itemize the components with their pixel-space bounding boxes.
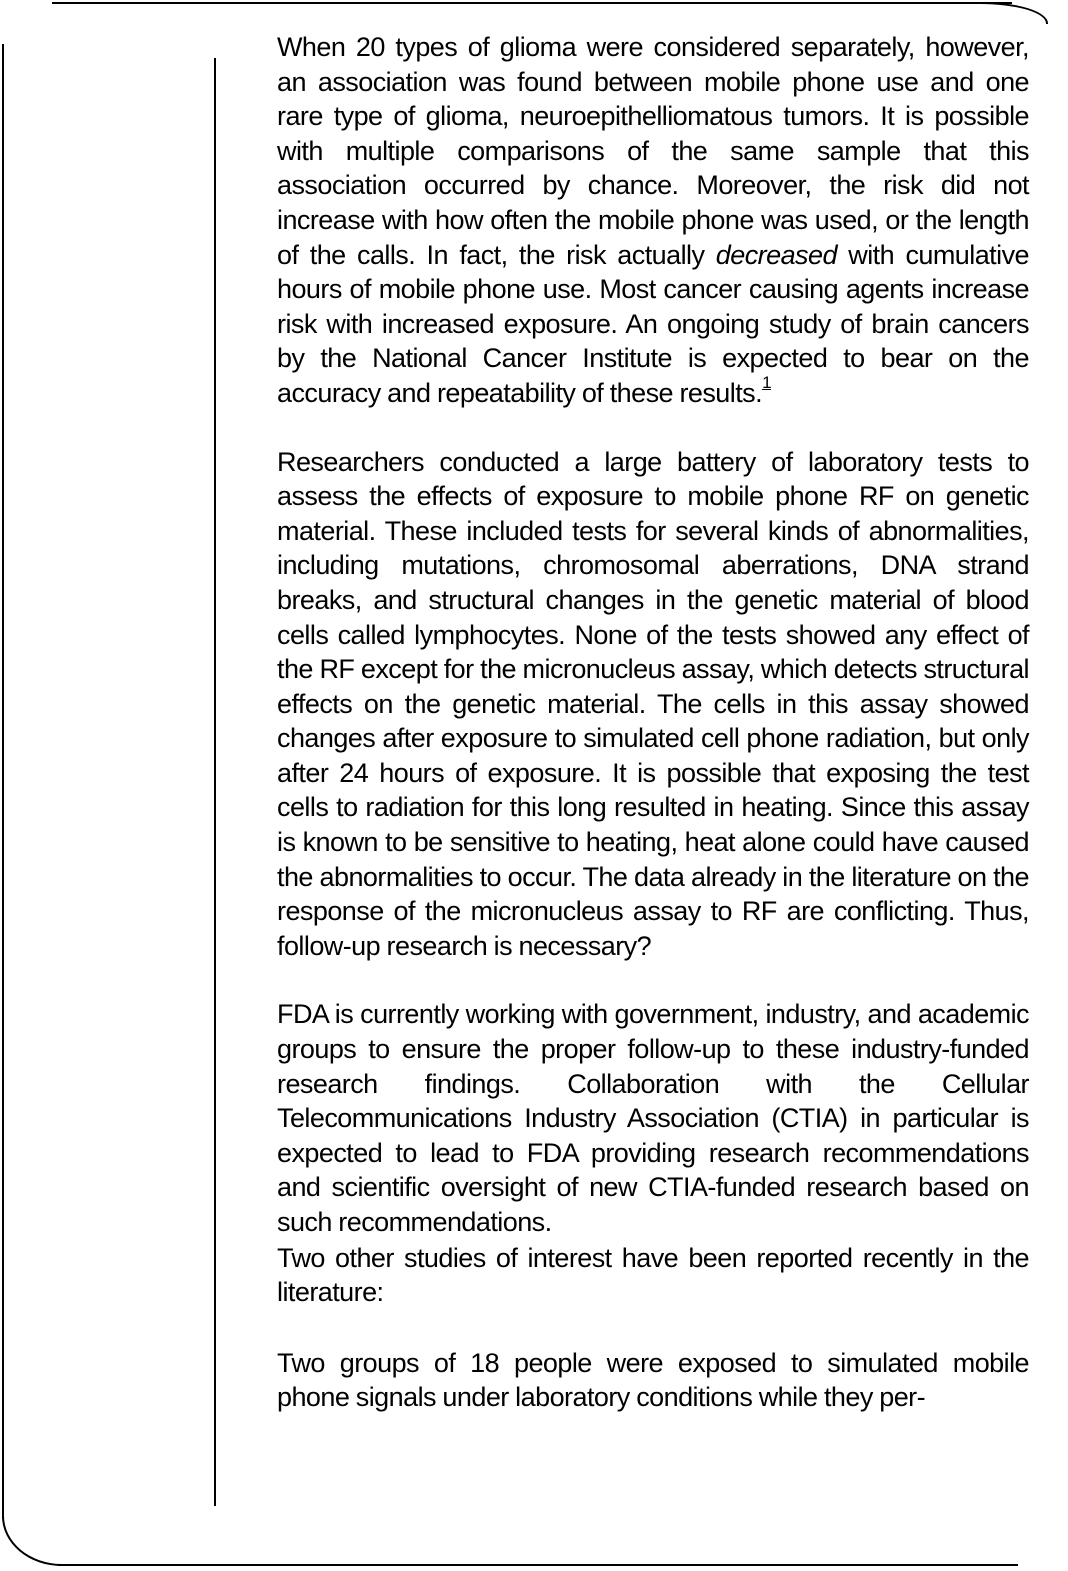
page-border-bottom [58,1564,1018,1566]
page-border-top-right-corner [980,2,1048,24]
paragraph-laboratory-tests: Researchers conducted a large battery of laboratory tests to assess the effects of exposure to mobile phone RF on genetic material. These included tests for several kinds of abnormalities, including mutations, chromosomal aberrations, DNA strand breaks, and structural changes in the genetic material of blood cells called lymphocytes. None of the tests showed any effect of the RF except for the micronucleus assay, which detects structural effects on the genetic material. The cells in this assay showed changes after exposure to simulated cell phone radiation, but only after 24 hours of exposure. It is possible that exposing the test cells to radiation for this long resulted in heating. Since this assay is known to be sensitive to heating, heat alone could have caused the abnormalities to occur. The data already in the literature on the response of the micronucleus assay to RF are conflicting. Thus, follow-up research is necessary? [277,446,1029,961]
page-border-left [2,44,4,1519]
page-border-bottom-left-corner [2,1514,64,1566]
footnote-reference[interactable]: 1 [762,372,771,392]
paragraph-exposure-study: Two groups of 18 people were exposed to simulated mobile phone signals under laboratory conditions while they per- [277,1347,1029,1413]
page-border-top [52,2,1012,4]
paragraph-glioma-findings [277,30,1029,411]
paragraph-text: When 20 types of glioma were considered separately, however, an association was found between mobile phone use and one rare type of glioma, neuroepithelliomatous tumors. It is possible with multiple comparisons of the same sample that this association occurred by chance. Moreover, the risk did not increase with how often the mobile phone was used, or the length of the calls. In fact, the risk actually [277,32,1029,270]
column-divider-rule [214,58,216,1506]
paragraph-text: with cumulative hours of mobile phone use. Most cancer causing agents increase risk with increased exposure. An ongoing study of brain cancers by the National Cancer Institute is expected to bear on the accuracy and repeatability of these results. [277,239,1029,408]
body-text-column [277,30,1029,1415]
paragraph-other-studies-intro: Two other studies of interest have been reported recently in the literature: [277,1242,1029,1308]
emphasis-text: decreased [715,239,837,270]
paragraph-fda-collaboration: FDA is currently working with government, industry, and academic groups to ensure the proper follow-up to these industry-funded research findings. Collaboration with the Cellular Telecommunications Industry Association (CTIA) in particular is expected to lead to FDA providing research recommendations and scientific oversight of new CTIA-funded research based on such recommendations. [277,999,1029,1237]
